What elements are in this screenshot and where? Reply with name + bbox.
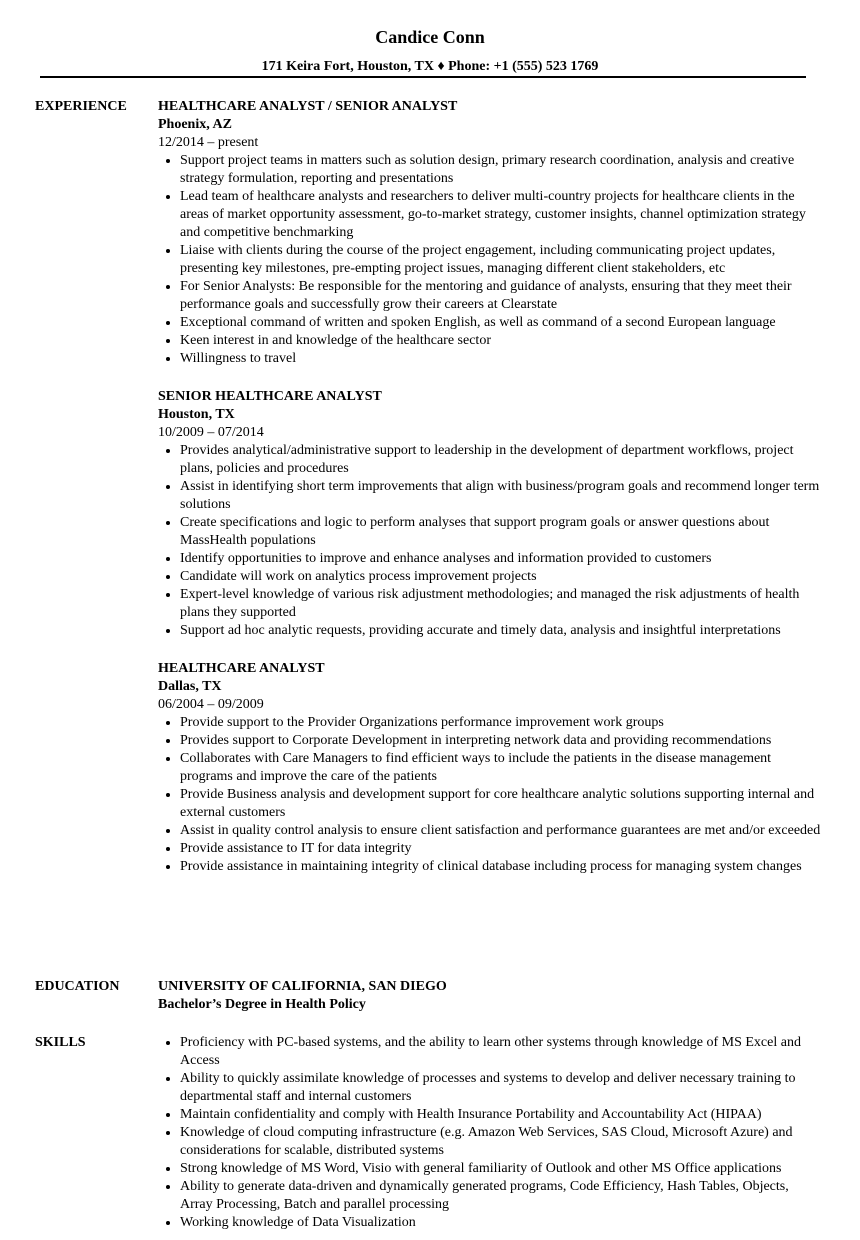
job-title: SENIOR HEALTHCARE ANALYST <box>158 389 382 404</box>
job-dates: 10/2009 – 07/2014 <box>158 425 264 440</box>
job-bullets <box>158 714 823 876</box>
skill-item: • Proficiency with PC-based systems, and the ability to learn other systems through knowledge of MS Excel and Access <box>180 1034 823 1070</box>
bullet-item: • Create specifications and logic to perform analyses that support program goals or answer questions about MassHealth populations <box>180 514 823 550</box>
bullet-item: • Candidate will work on analytics process improvement projects <box>180 568 823 586</box>
bullet-item: • Identify opportunities to improve and enhance analyses and information provided to customers <box>180 550 823 568</box>
job-entry <box>158 660 823 876</box>
degree-name: Bachelor’s Degree in Health Policy <box>158 997 366 1012</box>
job-location: Houston, TX <box>158 407 235 422</box>
bullet-item: • Collaborates with Care Managers to find efficient ways to include the patients in the disease management programs and improve the care of the patients <box>180 750 823 786</box>
candidate-name: Candice Conn <box>375 27 485 47</box>
job-title: HEALTHCARE ANALYST / SENIOR ANALYST <box>158 99 458 114</box>
skills-list <box>158 1034 823 1232</box>
skill-item: • Knowledge of cloud computing infrastructure (e.g. Amazon Web Services, SAS Cloud, Microsoft Azure) and considerations for scalable, distributed systems <box>180 1124 823 1160</box>
bullet-item: • Provides support to Corporate Development in interpreting network data and providing recommendations <box>180 732 823 750</box>
skills-body <box>158 1034 823 1232</box>
bullet-item: • For Senior Analysts: Be responsible for the mentoring and guidance of analysts, ensuring that they meet their performance goals and successfully grow their careers at Clearstate <box>180 278 823 314</box>
job-dates: 12/2014 – present <box>158 135 259 150</box>
bullet-item: • Keen interest in and knowledge of the healthcare sector <box>180 332 823 350</box>
skill-item: • Strong knowledge of MS Word, Visio with general familiarity of Outlook and other MS Office applications <box>180 1160 823 1178</box>
skills-heading: SKILLS <box>35 1035 86 1050</box>
job-bullets <box>158 442 823 640</box>
bullet-item: • Provides analytical/administrative support to leadership in the development of department workflows, project plans, policies and procedures <box>180 442 823 478</box>
education-body <box>158 978 823 1014</box>
bullet-item: • Willingness to travel <box>180 350 823 368</box>
bullet-item: • Lead team of healthcare analysts and researchers to deliver multi-country projects for healthcare clients in the areas of market opportunity assessment, go-to-market strategy, customer insights, channel optimization strategy and competitive benchmarking <box>180 188 823 242</box>
job-entry <box>158 98 823 368</box>
job-dates: 06/2004 – 09/2009 <box>158 697 264 712</box>
bullet-item: • Support project teams in matters such as solution design, primary research coordination, analysis and creative strategy formulation, reporting and presentations <box>180 152 823 188</box>
bullet-item: • Provide assistance in maintaining integrity of clinical database including process for managing system changes <box>180 858 823 876</box>
bullet-item: • Expert-level knowledge of various risk adjustment methodologies; and managed the risk adjustments of health plans they supported <box>180 586 823 622</box>
job-entry <box>158 388 823 640</box>
contact-line: 171 Keira Fort, Houston, TX ♦ Phone: +1 (555) 523 1769 <box>261 59 599 74</box>
education-heading: EDUCATION <box>35 979 120 994</box>
bullet-item: • Assist in quality control analysis to ensure client satisfaction and performance guarantees are met and/or exceeded <box>180 822 823 840</box>
skill-item: • Ability to quickly assimilate knowledge of processes and systems to develop and deliver necessary training to departmental staff and internal customers <box>180 1070 823 1106</box>
bullet-item: • Support ad hoc analytic requests, providing accurate and timely data, analysis and insightful interpretations <box>180 622 823 640</box>
job-location: Phoenix, AZ <box>158 117 232 132</box>
skill-item: • Ability to generate data-driven and dynamically generated programs, Code Efficiency, Hash Tables, Objects, Array Processing, Batch and parallel processing <box>180 1178 823 1214</box>
school-name: UNIVERSITY OF CALIFORNIA, SAN DIEGO <box>158 979 447 994</box>
job-bullets <box>158 152 823 368</box>
bullet-item: • Exceptional command of written and spoken English, as well as command of a second European language <box>180 314 823 332</box>
job-title: HEALTHCARE ANALYST <box>158 661 325 676</box>
experience-body <box>158 98 823 896</box>
bullet-item: • Liaise with clients during the course of the project engagement, including communicating project updates, presenting key milestones, pre-empting project issues, managing different client stakeholders, etc <box>180 242 823 278</box>
bullet-item: • Provide assistance to IT for data integrity <box>180 840 823 858</box>
job-location: Dallas, TX <box>158 679 222 694</box>
bullet-item: • Provide Business analysis and development support for core healthcare analytic solutions supporting internal and external customers <box>180 786 823 822</box>
skill-item: • Working knowledge of Data Visualization <box>180 1214 823 1232</box>
experience-heading: EXPERIENCE <box>35 99 127 114</box>
header-divider <box>40 76 806 78</box>
bullet-item: • Assist in identifying short term improvements that align with business/program goals and recommend longer term solutions <box>180 478 823 514</box>
bullet-item: • Provide support to the Provider Organizations performance improvement work groups <box>180 714 823 732</box>
skill-item: • Maintain confidentiality and comply with Health Insurance Portability and Accountability Act (HIPAA) <box>180 1106 823 1124</box>
